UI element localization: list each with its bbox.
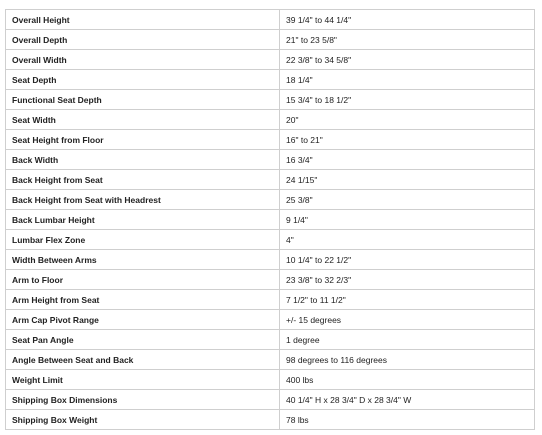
- spec-label: Overall Height: [6, 10, 280, 30]
- table-row: [6, 10, 535, 30]
- spec-value: 1 degree: [280, 330, 535, 350]
- spec-label: Shipping Box Dimensions: [6, 390, 280, 410]
- spec-label: Arm Height from Seat: [6, 290, 280, 310]
- table-row: [6, 230, 535, 250]
- spec-label: Back Width: [6, 150, 280, 170]
- table-row: [6, 350, 535, 370]
- spec-value: 22 3/8" to 34 5/8": [280, 50, 535, 70]
- spec-value: 7 1/2" to 11 1/2": [280, 290, 535, 310]
- spec-label: Back Lumbar Height: [6, 210, 280, 230]
- spec-table: [5, 9, 535, 430]
- spec-value: 20": [280, 110, 535, 130]
- spec-label: Shipping Box Weight: [6, 410, 280, 430]
- table-row: [6, 110, 535, 130]
- spec-label: Arm Cap Pivot Range: [6, 310, 280, 330]
- table-row: [6, 370, 535, 390]
- table-row: [6, 50, 535, 70]
- table-row: [6, 210, 535, 230]
- spec-table-body: [6, 10, 535, 430]
- spec-value: 4": [280, 230, 535, 250]
- spec-label: Angle Between Seat and Back: [6, 350, 280, 370]
- table-row: [6, 270, 535, 290]
- table-row: [6, 170, 535, 190]
- table-row: [6, 70, 535, 90]
- table-row: [6, 190, 535, 210]
- table-row: [6, 130, 535, 150]
- spec-value: 40 1/4" H x 28 3/4" D x 28 3/4" W: [280, 390, 535, 410]
- spec-value: 400 lbs: [280, 370, 535, 390]
- table-row: [6, 410, 535, 430]
- spec-value: 16" to 21": [280, 130, 535, 150]
- table-row: [6, 390, 535, 410]
- spec-value: 25 3/8": [280, 190, 535, 210]
- spec-label: Lumbar Flex Zone: [6, 230, 280, 250]
- spec-value: 98 degrees to 116 degrees: [280, 350, 535, 370]
- spec-value: 78 lbs: [280, 410, 535, 430]
- table-row: [6, 290, 535, 310]
- spec-value: +/- 15 degrees: [280, 310, 535, 330]
- spec-value: 23 3/8" to 32 2/3": [280, 270, 535, 290]
- spec-label: Overall Width: [6, 50, 280, 70]
- table-row: [6, 250, 535, 270]
- spec-value: 9 1/4": [280, 210, 535, 230]
- spec-label: Seat Depth: [6, 70, 280, 90]
- table-row: [6, 310, 535, 330]
- spec-value: 16 3/4": [280, 150, 535, 170]
- spec-label: Back Height from Seat: [6, 170, 280, 190]
- spec-label: Seat Width: [6, 110, 280, 130]
- spec-label: Arm to Floor: [6, 270, 280, 290]
- spec-label: Back Height from Seat with Headrest: [6, 190, 280, 210]
- table-row: [6, 30, 535, 50]
- spec-label: Weight Limit: [6, 370, 280, 390]
- spec-label: Seat Pan Angle: [6, 330, 280, 350]
- spec-label: Seat Height from Floor: [6, 130, 280, 150]
- table-row: [6, 330, 535, 350]
- spec-label: Width Between Arms: [6, 250, 280, 270]
- spec-label: Overall Depth: [6, 30, 280, 50]
- spec-value: 18 1/4": [280, 70, 535, 90]
- spec-label: Functional Seat Depth: [6, 90, 280, 110]
- spec-value: 21" to 23 5/8": [280, 30, 535, 50]
- spec-value: 15 3/4" to 18 1/2": [280, 90, 535, 110]
- spec-value: 10 1/4" to 22 1/2": [280, 250, 535, 270]
- spec-value: 39 1/4" to 44 1/4": [280, 10, 535, 30]
- table-row: [6, 90, 535, 110]
- table-row: [6, 150, 535, 170]
- spec-value: 24 1/15": [280, 170, 535, 190]
